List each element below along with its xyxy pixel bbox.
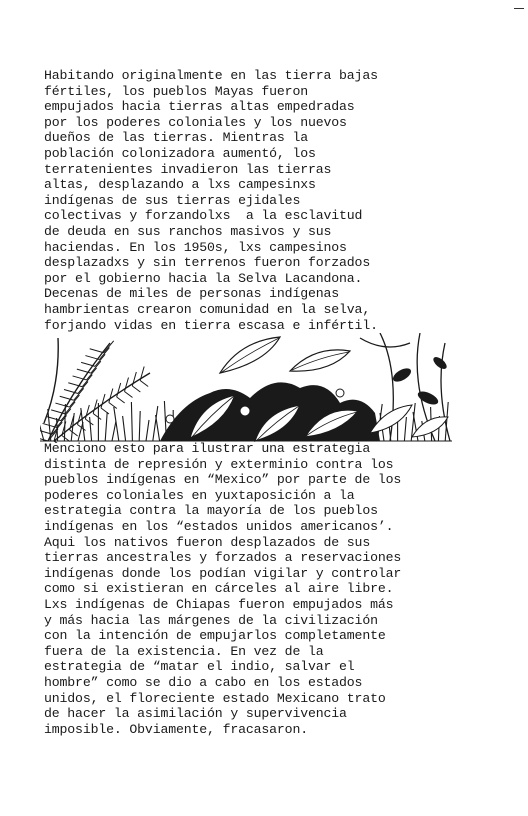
- paragraph-1-line: Decenas de miles de personas indígenas: [44, 286, 340, 302]
- paragraph-2-line: imposible. Obviamente, fracasaron.: [44, 721, 308, 737]
- paragraph-2-line: poderes coloniales en yuxtaposición a la: [44, 487, 355, 503]
- paragraph-1-line: hambrientas crearon comunidad en la selva,: [44, 301, 371, 317]
- paragraph-1-line: población colonizadora aumentó, los: [44, 145, 316, 161]
- paragraph-1-line: desplazadxs y sin terrenos fueron forzados: [44, 255, 371, 271]
- paragraph-2-line: indígenas donde los podían vigilar y controlar: [44, 565, 402, 581]
- paragraph-2-line: distinta de represión y exterminio contra los: [44, 456, 394, 472]
- paragraph-2-line: estrategia de “matar el indio, salvar el: [44, 659, 355, 675]
- paragraph-1: [44, 68, 488, 333]
- paragraph-1-line: dueños de las tierras. Mientras la: [44, 130, 308, 146]
- corner-mark: [514, 8, 524, 9]
- paragraph-1-line: empujados hacia tierras altas empedradas: [44, 99, 355, 115]
- paragraph-2-line: fuera de la existencia. En vez de la: [44, 643, 324, 659]
- paragraph-1-line: indígenas de sus tierras ejidales: [44, 192, 301, 208]
- paragraph-1-line: haciendas. En los 1950s, lxs campesinos: [44, 239, 347, 255]
- paragraph-1-line: terratenientes invadieron las tierras: [44, 161, 332, 177]
- paragraph-1-line: altas, desplazando a lxs campesinxs: [44, 177, 316, 193]
- paragraph-2: [44, 441, 488, 737]
- paragraph-1-line: de deuda en sus ranchos masivos y sus: [44, 223, 332, 239]
- paragraph-2-line: de hacer la asimilación y supervivencia: [44, 706, 347, 722]
- paragraph-2-line: pueblos indígenas en “Mexico” por parte de los: [44, 472, 402, 488]
- paragraph-1-line: por el gobierno hacia la Selva Lacandona.: [44, 270, 363, 286]
- paragraph-2-line: Lxs indígenas de Chiapas fueron empujados más: [44, 596, 394, 612]
- paragraph-2-line: tierras ancestrales y forzados a reservaciones: [44, 550, 402, 566]
- jungle-foliage-illustration: [40, 333, 452, 443]
- paragraph-2-line: estrategia contra la mayoría de los pueblos: [44, 503, 378, 519]
- paragraph-1-line: Habitando originalmente en las tierra bajas: [44, 68, 378, 83]
- paragraph-2-line: Aqui los nativos fueron desplazados de sus: [44, 534, 371, 550]
- paragraph-2-line: y más hacia las márgenes de la civilización: [44, 612, 378, 628]
- paragraph-2-line: Menciono esto para ilustrar una estrategia: [44, 441, 371, 456]
- paragraph-1-line: colectivas y forzandolxs a la esclavitud: [44, 208, 363, 224]
- paragraph-2-line: indígenas en los “estados unidos americanos’.: [44, 518, 394, 534]
- paragraph-1-line: forjando vidas en tierra escasa e infértil.: [44, 317, 378, 333]
- paragraph-2-line: con la intención de empujarlos completamente: [44, 628, 386, 644]
- paragraph-2-line: como si existieran en cárceles al aire libre.: [44, 581, 394, 597]
- paragraph-2-line: unidos, el floreciente estado Mexicano trato: [44, 690, 386, 706]
- paragraph-2-line: hombre” como se dio a cabo en los estados: [44, 674, 363, 690]
- paragraph-1-line: fértiles, los pueblos Mayas fueron: [44, 83, 308, 99]
- paragraph-1-line: por los poderes coloniales y los nuevos: [44, 114, 347, 130]
